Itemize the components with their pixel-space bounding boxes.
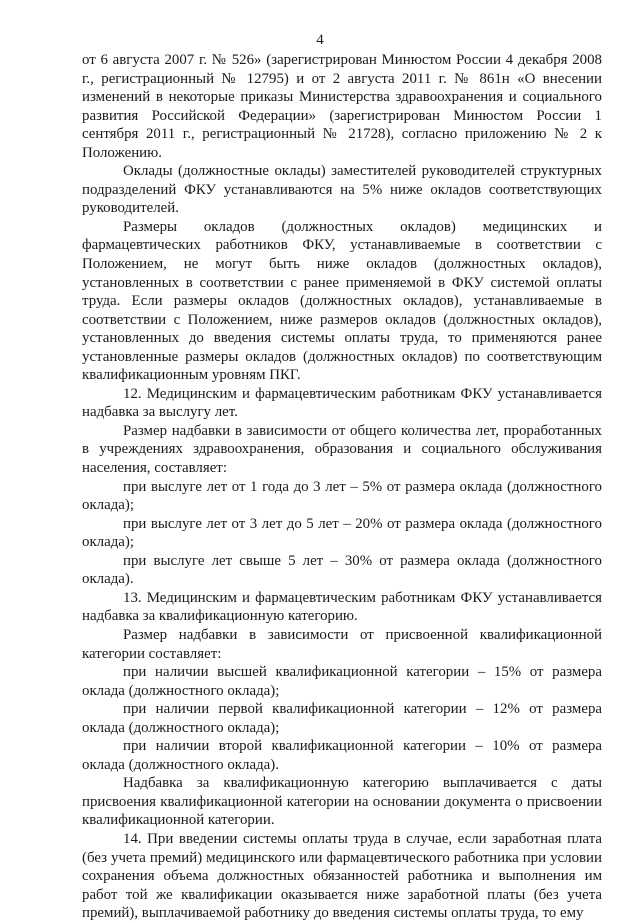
- list-item-seniority-over-5: при выслуге лет свыше 5 лет – 30% от размера оклада (должностного оклада).: [82, 552, 602, 588]
- paragraph-deputy-salaries: Оклады (должностные оклады) заместителей руководителей структурных подразделений ФКУ устанавливаются на 5% ниже окладов соответствующих руководителей.: [82, 163, 602, 217]
- list-item-category-second: при наличии второй квалификационной категории – 10% от размера оклада (должностного оклада).: [82, 738, 602, 773]
- list-item-seniority-3-5: при выслуге лет от 3 лет до 5 лет – 20% от размера оклада (должностного оклада);: [82, 515, 602, 551]
- paragraph-category-payment-date: Надбавка за квалификационную категорию выплачивается с даты присвоения квалификационной категории на основании документа о присвоении квалификационной категории.: [82, 775, 602, 829]
- document-body: [82, 51, 602, 923]
- paragraph-category-intro: Размер надбавки в зависимости от присвоенной квалификационной категории составляет:: [82, 626, 602, 662]
- list-item-category-first: при наличии первой квалификационной категории – 12% от размера оклада (должностного оклада);: [82, 701, 602, 736]
- list-item-seniority-1-3: при выслуге лет от 1 года до 3 лет – 5% от размера оклада (должностного оклада);: [82, 478, 602, 514]
- paragraph-clause-12: 12. Медицинским и фармацевтическим работникам ФКУ устанавливается надбавка за выслугу лет.: [82, 385, 602, 421]
- paragraph-order-reference: от 6 августа 2007 г. № 526» (зарегистрирован Минюстом России 4 декабря 2008 г., регистрационный № 12795) и от 2 августа 2011 г. № 861н «О внесении изменений в некоторые приказы Министерства здравоохранения и социального развития Российской Федерации» (зарегистрирован Минюстом России 1 сентября 2011 г., регистрационный № 21728), согласно приложению № 2 к Положению.: [82, 52, 602, 161]
- paragraph-seniority-intro: Размер надбавки в зависимости от общего количества лет, проработанных в учреждениях здравоохранения, образования и социального обслуживания населения, составляет:: [82, 422, 602, 477]
- page-number: 4: [316, 32, 324, 48]
- list-item-category-highest: при наличии высшей квалификационной категории – 15% от размера оклада (должностного оклада);: [82, 664, 602, 699]
- paragraph-clause-13: 13. Медицинским и фармацевтическим работникам ФКУ устанавливается надбавка за квалификационную категорию.: [82, 589, 602, 625]
- paragraph-clause-14: 14. При введении системы оплаты труда в случае, если заработная плата (без учета премий) медицинского или фармацевтического работника при условии сохранения объема должностных обязанностей работника и выполнения им работ той же квалификации оказывается ниже заработной платы (без учета премий), выплачиваемой работнику до введения системы оплаты труда, то ему: [82, 830, 602, 922]
- paragraph-salary-guarantee: Размеры окладов (должностных окладов) медицинских и фармацевтических работников ФКУ, устанавливаемые в соответствии с Положением, не могут быть ниже окладов (должностных окладов), установленных в соответствии с ранее применяемой в ФКУ системой оплаты труда. Если размеры окладов (должностных окладов), устанавливаемые в соответствии с Положением, ниже размеров окладов (должностных окладов), установленных до введения системы оплаты труда, то применяются ранее установленные размеры окладов (должностных окладов) по соответствующим квалификационным уровням ПКГ.: [82, 218, 602, 384]
